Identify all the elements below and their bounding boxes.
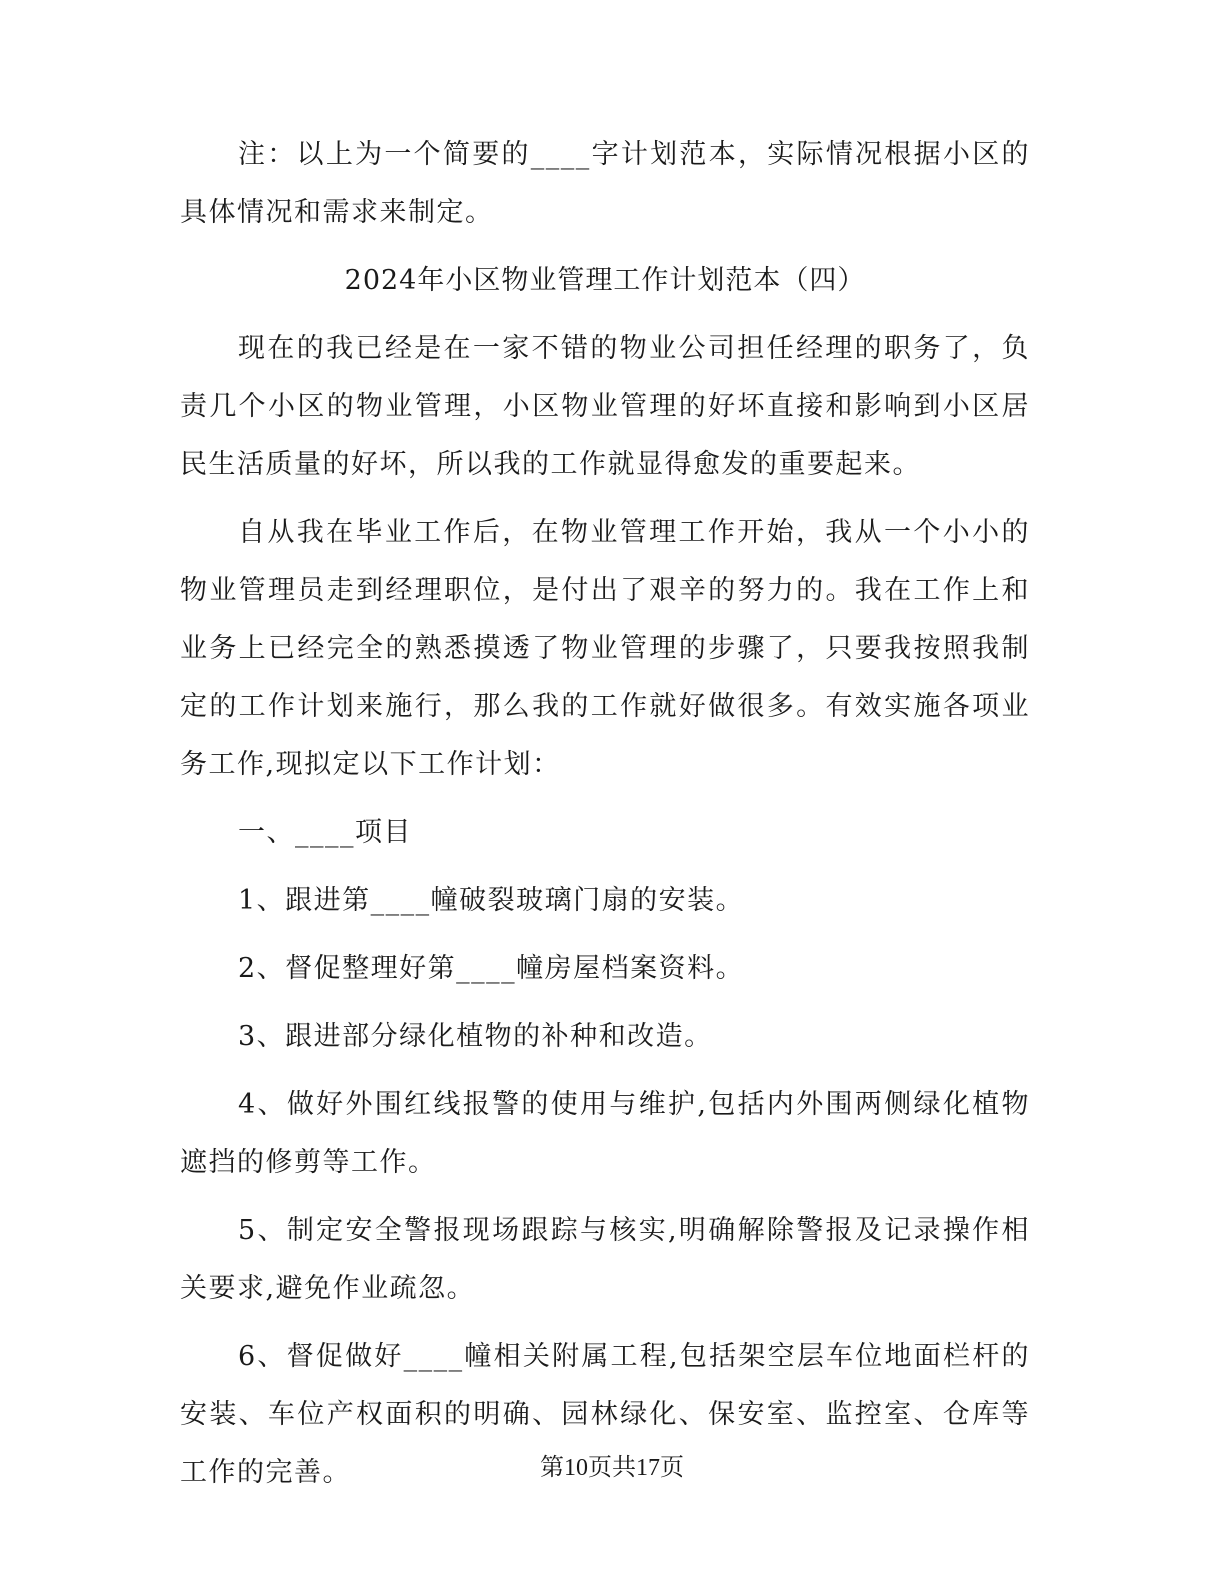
list-item-6: 6、督促做好____幢相关附属工程,包括架空层车位地面栏杆的安装、车位产权面积的明确、园林绿化、保安室、监控室、仓库等工作的完善。 — [180, 1341, 1030, 1488]
note-paragraph: 注：以上为一个简要的____字计划范本，实际情况根据小区的具体情况和需求来制定。 — [180, 139, 1030, 228]
page-number: 第10页共17页 — [540, 1455, 684, 1481]
intro-paragraph-1: 现在的我已经是在一家不错的物业公司担任经理的职务了，负责几个小区的物业管理，小区物业管理的好坏直接和影响到小区居民生活质量的好坏，所以我的工作就显得愈发的重要起来。 — [180, 333, 1030, 480]
list-item-3: 3、跟进部分绿化植物的补种和改造。 — [238, 1021, 713, 1052]
document-body — [180, 126, 1030, 1512]
intro-paragraph-2: 自从我在毕业工作后，在物业管理工作开始，我从一个小小的物业管理员走到经理职位，是付出了艰辛的努力的。我在工作上和业务上已经完全的熟悉摸透了物业管理的步骤了，只要我按照我制定的工作计划来施行，那么我的工作就好做很多。有效实施各项业务工作,现拟定以下工作计划： — [180, 517, 1030, 780]
list-item-4: 4、做好外围红线报警的使用与维护,包括内外围两侧绿化植物遮挡的修剪等工作。 — [180, 1089, 1030, 1178]
section-title: 2024年小区物业管理工作计划范本（四） — [344, 265, 866, 296]
list-item-5: 5、制定安全警报现场跟踪与核实,明确解除警报及记录操作相关要求,避免作业疏忽。 — [180, 1215, 1030, 1304]
list-item-2: 2、督促整理好第____幢房屋档案资料。 — [238, 953, 745, 984]
section-heading-1: 一、____项目 — [238, 817, 412, 848]
list-item-1: 1、跟进第____幢破裂玻璃门扇的安装。 — [238, 885, 745, 916]
